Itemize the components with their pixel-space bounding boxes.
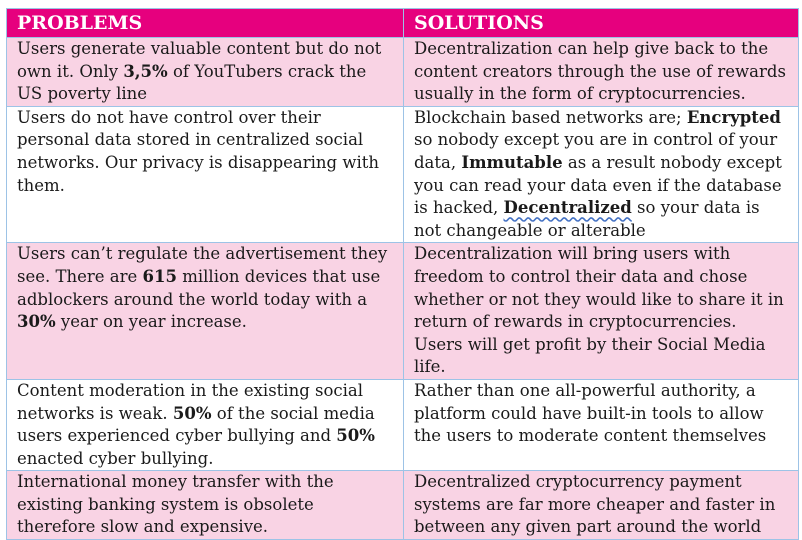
table-header-row [7, 9, 799, 38]
problem-stat: 50% [172, 403, 212, 423]
problem-text: of the social media users experienced cyber bullying and [17, 403, 375, 446]
problem-stat: 30% [17, 312, 56, 332]
problem-text: Users generate valuable content but do not own it. Only [17, 39, 382, 81]
problem-text: Users can’t regulate the advertisement they see. There are [17, 244, 388, 286]
problem-text: Content moderation in the existing social networks is weak. [17, 380, 364, 423]
solution-text: as a result nobody except you can read your data even if the database is hacked, [414, 152, 782, 218]
problem-text: enacted cyber bullying. [17, 448, 214, 468]
problem-cell [7, 106, 404, 243]
problem-cell [7, 379, 404, 470]
problem-cell [7, 471, 404, 540]
solution-text: Decentralized cryptocurrency payment systems are far more cheaper and faster in between any given part around the world [414, 472, 776, 537]
solution-text: Decentralization will bring users with freedom to control their data and chose whether or not they would like to share it in return of rewards in cryptocurrencies. Users will get profit by their Social Media life. [414, 244, 784, 377]
solution-text: Blockchain based networks are; [414, 107, 687, 127]
solution-text: Rather than one all-powerful authority, a platform could have built-in tools to allow the users to moderate content themselves [414, 380, 767, 446]
problems-solutions-table [6, 8, 799, 540]
problem-cell [7, 38, 404, 107]
table-row [7, 243, 799, 380]
problem-text: year on year increase. [55, 312, 247, 332]
solution-text: Decentralization can help give back to the content creators through the use of rewards usually in the form of cryptocurrencies. [414, 39, 786, 104]
table-row [7, 471, 799, 540]
solution-cell [404, 379, 799, 470]
solution-cell [404, 38, 799, 107]
table-row [7, 38, 799, 107]
problems-header: PROBLEMS [7, 9, 404, 38]
solution-cell [404, 243, 799, 380]
problem-text: of YouTubers crack the US poverty line [17, 61, 367, 104]
problem-cell [7, 243, 404, 380]
solution-cell [404, 471, 799, 540]
problem-stat: 3,5% [123, 61, 168, 81]
solution-cell [404, 106, 799, 243]
solutions-header: SOLUTIONS [404, 9, 799, 38]
solution-text: so your data is not changeable or alterable [414, 198, 760, 240]
table-row [7, 379, 799, 470]
problem-stat: 615 [142, 266, 177, 286]
problem-text: million devices that use adblockers around the world today with a [17, 266, 381, 309]
solution-text: so nobody except you are in control of your data, [414, 130, 778, 172]
solution-keyword: Encrypted [686, 107, 781, 127]
problem-stat: 50% [336, 426, 375, 446]
table-row [7, 106, 799, 243]
problem-text: Users do not have control over their personal data stored in centralized social networks. Our privacy is disappearing with them. [17, 107, 380, 195]
problem-text: International money transfer with the existing banking system is obsolete therefore slow and expensive. [17, 472, 334, 537]
solution-keyword: Immutable [461, 152, 563, 172]
solution-keyword: Decentralized [503, 198, 632, 218]
